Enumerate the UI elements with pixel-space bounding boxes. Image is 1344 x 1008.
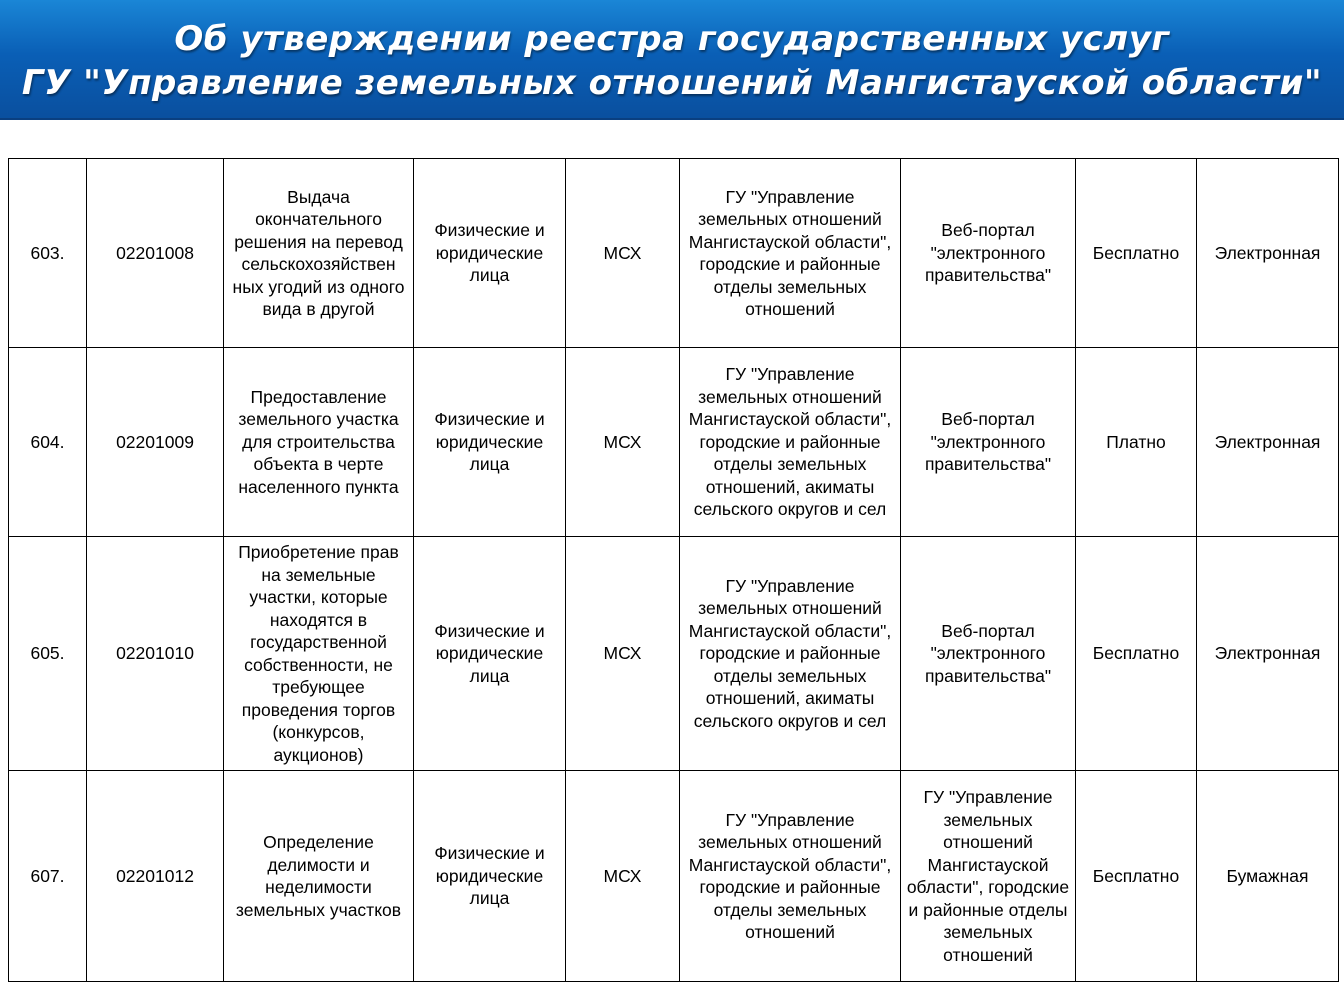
service-provider: ГУ "Управление земельных отношений Мангистауской области", городские и районные отделы земельных отношений, акиматы сельского округов и сел [680, 348, 901, 537]
service-code: 02201008 [87, 159, 224, 348]
row-number: 605. [9, 537, 87, 771]
table-row [9, 537, 1339, 771]
responsible-ministry: МСХ [566, 348, 680, 537]
service-recipients: Физические и юридические лица [414, 771, 566, 982]
slide-title-line-2: ГУ "Управление земельных отношений Мангистауской области" [21, 63, 1323, 103]
table-row [9, 771, 1339, 982]
service-code: 02201010 [87, 537, 224, 771]
service-form: Электронная [1197, 537, 1339, 771]
service-form: Бумажная [1197, 771, 1339, 982]
service-name: Выдача окончательного решения на перевод сельскохозяйствен ных угодий из одного вида в другой [224, 159, 414, 348]
service-recipients: Физические и юридические лица [414, 159, 566, 348]
service-provider: ГУ "Управление земельных отношений Мангистауской области", городские и районные отделы земельных отношений [680, 159, 901, 348]
service-form: Электронная [1197, 348, 1339, 537]
service-fee: Бесплатно [1076, 159, 1197, 348]
header-divider [0, 118, 1344, 120]
services-registry-table [8, 158, 1339, 982]
service-form: Электронная [1197, 159, 1339, 348]
service-fee: Платно [1076, 348, 1197, 537]
service-code: 02201012 [87, 771, 224, 982]
service-channel: ГУ "Управление земельных отношений Мангистауской области", городские и районные отделы земельных отношений [901, 771, 1076, 982]
service-name: Предоставление земельного участка для строительства объекта в черте населенного пункта [224, 348, 414, 537]
service-name: Приобретение прав на земельные участки, которые находятся в государственной собственности, не требующее проведения торгов (конкурсов, аукционов) [224, 537, 414, 771]
service-provider: ГУ "Управление земельных отношений Мангистауской области", городские и районные отделы земельных отношений, акиматы сельского округов и сел [680, 537, 901, 771]
service-name: Определение делимости и неделимости земельных участков [224, 771, 414, 982]
row-number: 603. [9, 159, 87, 348]
table-row [9, 159, 1339, 348]
service-recipients: Физические и юридические лица [414, 348, 566, 537]
service-channel: Веб-портал "электронного правительства" [901, 348, 1076, 537]
service-channel: Веб-портал "электронного правительства" [901, 537, 1076, 771]
responsible-ministry: МСХ [566, 159, 680, 348]
service-fee: Бесплатно [1076, 537, 1197, 771]
responsible-ministry: МСХ [566, 771, 680, 982]
service-channel: Веб-портал "электронного правительства" [901, 159, 1076, 348]
slide-header [0, 0, 1344, 120]
service-fee: Бесплатно [1076, 771, 1197, 982]
service-code: 02201009 [87, 348, 224, 537]
service-provider: ГУ "Управление земельных отношений Мангистауской области", городские и районные отделы земельных отношений [680, 771, 901, 982]
row-number: 604. [9, 348, 87, 537]
row-number: 607. [9, 771, 87, 982]
service-recipients: Физические и юридические лица [414, 537, 566, 771]
responsible-ministry: МСХ [566, 537, 680, 771]
slide-title-line-1: Об утверждении реестра государственных услуг [174, 19, 1170, 59]
table-row [9, 348, 1339, 537]
